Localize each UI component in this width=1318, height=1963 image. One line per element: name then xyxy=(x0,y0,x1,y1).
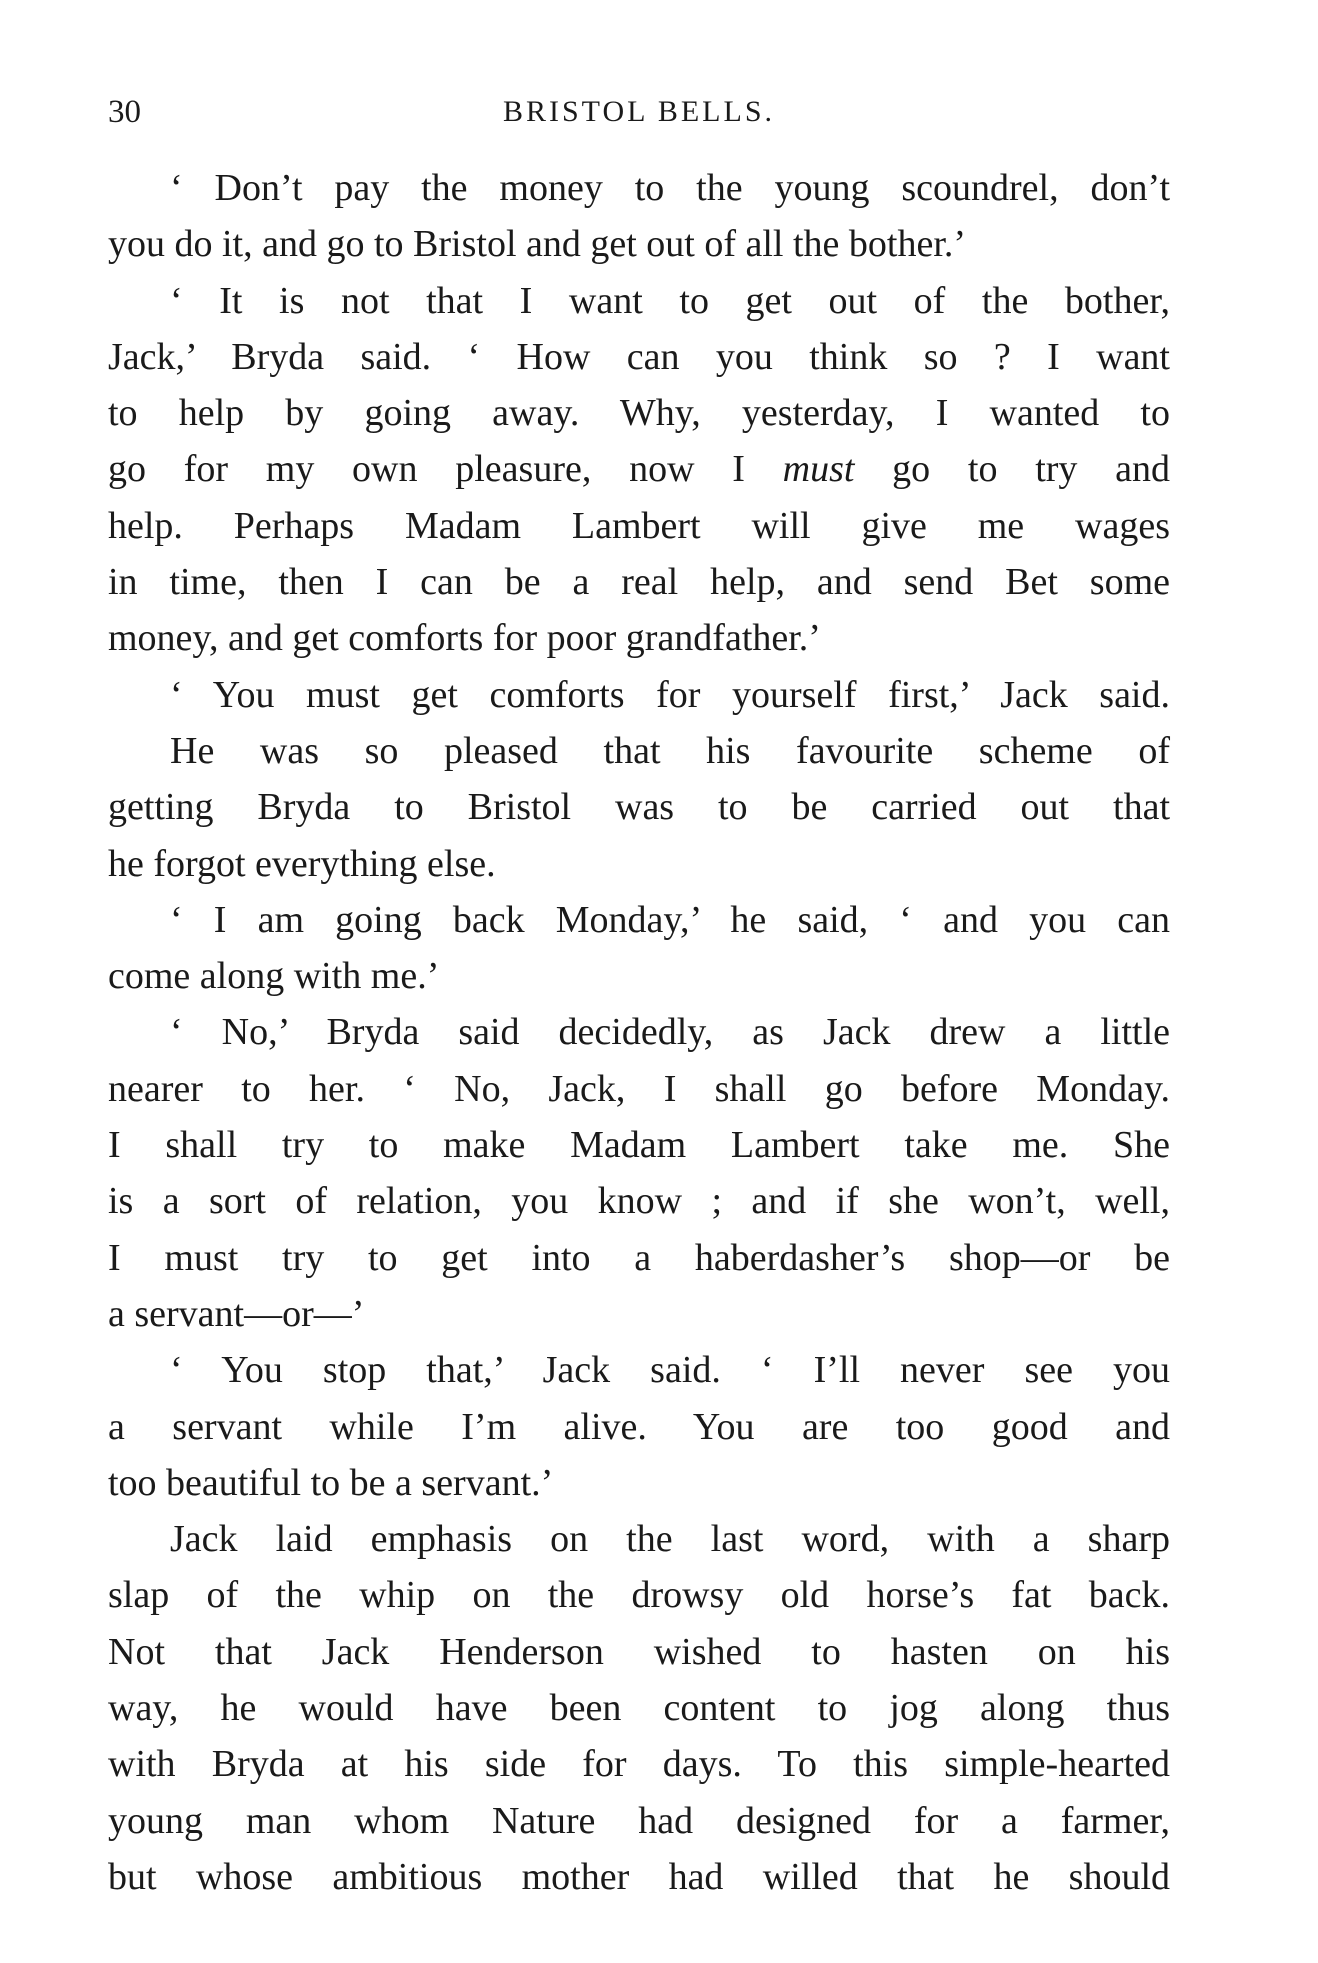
text-line: young man whom Nature had designed for a farmer, xyxy=(108,1799,1170,1842)
text-line: I shall try to make Madam Lambert take me. She xyxy=(108,1124,1170,1167)
text-line: ‘ Don’t pay the money to the young scoundrel, don’t xyxy=(170,167,1170,209)
text-line: slap of the whip on the drowsy old horse’s fat back. xyxy=(108,1574,1170,1617)
text-line: to help by going away. Why, yesterday, I wanted to xyxy=(108,392,1170,435)
text-line: ‘ You must get comforts for yourself first,’ Jack said. xyxy=(170,673,1170,716)
text-line: ‘ It is not that I want to get out of the bother, xyxy=(170,279,1170,322)
text-line: Jack,’ Bryda said. ‘ How can you think so ? I want xyxy=(108,335,1170,378)
text-line: he forgot everything else. xyxy=(108,842,496,885)
text-line: a servant while I’m alive. You are too good and xyxy=(108,1405,1170,1448)
text-segment: go to try and xyxy=(892,448,1171,491)
text-line: is a sort of relation, you know ; and if she won’t, well, xyxy=(108,1180,1170,1223)
text-line: but whose ambitious mother had willed that he should xyxy=(108,1855,1170,1898)
text-line: getting Bryda to Bristol was to be carried out that xyxy=(108,786,1170,829)
page-number: 30 xyxy=(108,94,141,130)
emphasis-text: must xyxy=(782,448,855,491)
text-line: with Bryda at his side for days. To this simple-hearted xyxy=(108,1743,1170,1786)
text-line: come along with me.’ xyxy=(108,955,440,998)
text-line: Not that Jack Henderson wished to hasten on his xyxy=(108,1630,1170,1673)
text-line: way, he would have been content to jog along thus xyxy=(108,1687,1170,1730)
text-segment: go for my own pleasure, now I xyxy=(108,448,745,491)
text-line: ‘ You stop that,’ Jack said. ‘ I’ll never see you xyxy=(170,1349,1170,1392)
text-line: I must try to get into a haberdasher’s shop—or be xyxy=(108,1236,1170,1279)
text-line: you do it, and go to Bristol and get out of all the bother.’ xyxy=(108,223,967,266)
body-text xyxy=(108,160,1170,1905)
text-line: nearer to her. ‘ No, Jack, I shall go before Monday. xyxy=(108,1067,1170,1110)
text-line: ‘ No,’ Bryda said decidedly, as Jack drew a little xyxy=(170,1011,1170,1054)
text-line: ‘ I am going back Monday,’ he said, ‘ and you can xyxy=(170,898,1170,941)
text-line: Jack laid emphasis on the last word, with a sharp xyxy=(170,1518,1170,1561)
text-line: a servant—or—’ xyxy=(108,1292,365,1335)
page-header xyxy=(108,90,1170,140)
running-title: BRISTOL BELLS. xyxy=(502,95,776,128)
text-line: help. Perhaps Madam Lambert will give me wages xyxy=(108,504,1170,547)
text-line xyxy=(108,441,1170,497)
text-line: too beautiful to be a servant.’ xyxy=(108,1461,554,1504)
text-line: money, and get comforts for poor grandfather.’ xyxy=(108,617,821,660)
text-line: in time, then I can be a real help, and send Bet some xyxy=(108,561,1170,604)
text-line: He was so pleased that his favourite scheme of xyxy=(170,729,1170,772)
